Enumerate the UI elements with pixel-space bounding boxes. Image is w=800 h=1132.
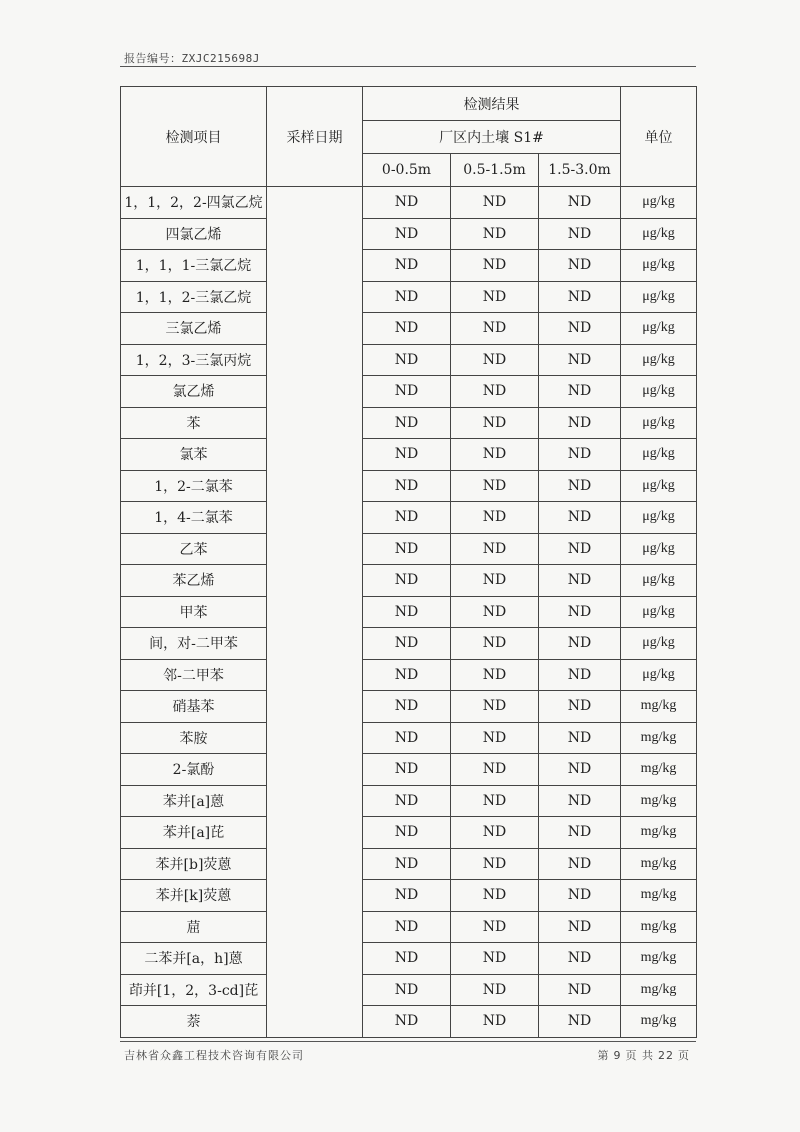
- cell-unit: mg/kg: [621, 754, 697, 786]
- cell-result-depth-2: ND: [451, 250, 539, 282]
- header-location: 厂区内土壤 S1#: [363, 121, 621, 154]
- cell-result-depth-1: ND: [363, 722, 451, 754]
- cell-unit: μg/kg: [621, 565, 697, 597]
- cell-result-depth-2: ND: [451, 880, 539, 912]
- cell-result-depth-1: ND: [363, 470, 451, 502]
- cell-result-depth-1: ND: [363, 817, 451, 849]
- header-results: 检测结果: [363, 87, 621, 121]
- cell-result-depth-2: ND: [451, 407, 539, 439]
- table-row: [121, 911, 697, 943]
- table-row: [121, 817, 697, 849]
- cell-result-depth-2: ND: [451, 281, 539, 313]
- cell-item: 三氯乙烯: [121, 313, 267, 345]
- page-mid: 页 共: [625, 1049, 654, 1062]
- cell-unit: μg/kg: [621, 533, 697, 565]
- page-current: 9: [613, 1049, 622, 1062]
- page-suffix: 页: [678, 1049, 690, 1062]
- cell-result-depth-2: ND: [451, 943, 539, 975]
- cell-result-depth-1: ND: [363, 439, 451, 471]
- cell-item: 萘: [121, 1006, 267, 1038]
- cell-unit: mg/kg: [621, 722, 697, 754]
- header-depth-2: 0.5-1.5m: [451, 154, 539, 187]
- cell-item: 茚并[1，2，3-cd]芘: [121, 974, 267, 1006]
- table-row: [121, 470, 697, 502]
- cell-result-depth-1: ND: [363, 659, 451, 691]
- table-row: [121, 691, 697, 723]
- cell-result-depth-3: ND: [539, 376, 621, 408]
- table-row: [121, 974, 697, 1006]
- table-row: [121, 502, 697, 534]
- cell-item: 1，4-二氯苯: [121, 502, 267, 534]
- table-row: [121, 218, 697, 250]
- cell-item: 四氯乙烯: [121, 218, 267, 250]
- cell-result-depth-2: ND: [451, 565, 539, 597]
- cell-result-depth-3: ND: [539, 439, 621, 471]
- cell-result-depth-1: ND: [363, 281, 451, 313]
- cell-result-depth-3: ND: [539, 407, 621, 439]
- table-row: [121, 281, 697, 313]
- header-depth-1: 0-0.5m: [363, 154, 451, 187]
- cell-result-depth-2: ND: [451, 659, 539, 691]
- cell-item: 苯胺: [121, 722, 267, 754]
- cell-unit: μg/kg: [621, 313, 697, 345]
- cell-result-depth-2: ND: [451, 691, 539, 723]
- cell-unit: mg/kg: [621, 911, 697, 943]
- cell-result-depth-2: ND: [451, 785, 539, 817]
- table-row: [121, 659, 697, 691]
- cell-result-depth-1: ND: [363, 974, 451, 1006]
- cell-unit: μg/kg: [621, 376, 697, 408]
- cell-unit: μg/kg: [621, 281, 697, 313]
- table-row: [121, 596, 697, 628]
- cell-unit: mg/kg: [621, 691, 697, 723]
- cell-result-depth-3: ND: [539, 691, 621, 723]
- cell-result-depth-1: ND: [363, 376, 451, 408]
- cell-result-depth-1: ND: [363, 344, 451, 376]
- cell-result-depth-3: ND: [539, 502, 621, 534]
- cell-result-depth-3: ND: [539, 313, 621, 345]
- cell-result-depth-3: ND: [539, 722, 621, 754]
- page-prefix: 第: [597, 1049, 610, 1062]
- table-row: [121, 785, 697, 817]
- cell-result-depth-2: ND: [451, 218, 539, 250]
- cell-result-depth-3: ND: [539, 470, 621, 502]
- cell-item: 二苯并[a，h]蒽: [121, 943, 267, 975]
- cell-result-depth-2: ND: [451, 376, 539, 408]
- page-total: 22: [658, 1049, 674, 1062]
- cell-unit: mg/kg: [621, 943, 697, 975]
- cell-result-depth-3: ND: [539, 628, 621, 660]
- cell-item: 苯乙烯: [121, 565, 267, 597]
- table-row: [121, 754, 697, 786]
- table-body: [121, 187, 697, 1038]
- cell-unit: mg/kg: [621, 880, 697, 912]
- cell-unit: μg/kg: [621, 218, 697, 250]
- cell-item: 苯: [121, 407, 267, 439]
- cell-result-depth-1: ND: [363, 250, 451, 282]
- cell-unit: μg/kg: [621, 659, 697, 691]
- cell-result-depth-3: ND: [539, 281, 621, 313]
- table-row: [121, 313, 697, 345]
- cell-result-depth-3: ND: [539, 785, 621, 817]
- table-row: [121, 250, 697, 282]
- cell-result-depth-2: ND: [451, 596, 539, 628]
- cell-result-depth-1: ND: [363, 691, 451, 723]
- cell-unit: μg/kg: [621, 470, 697, 502]
- cell-result-depth-1: ND: [363, 565, 451, 597]
- cell-result-depth-3: ND: [539, 1006, 621, 1038]
- cell-result-depth-3: ND: [539, 943, 621, 975]
- cell-result-depth-1: ND: [363, 880, 451, 912]
- cell-unit: μg/kg: [621, 439, 697, 471]
- cell-unit: μg/kg: [621, 250, 697, 282]
- cell-unit: μg/kg: [621, 187, 697, 219]
- table-row: [121, 439, 697, 471]
- cell-result-depth-2: ND: [451, 439, 539, 471]
- cell-item: 氯乙烯: [121, 376, 267, 408]
- cell-result-depth-1: ND: [363, 848, 451, 880]
- header-depth-3: 1.5-3.0m: [539, 154, 621, 187]
- cell-result-depth-1: ND: [363, 218, 451, 250]
- table-row: [121, 1006, 697, 1038]
- table-row: [121, 880, 697, 912]
- cell-sampling-date: [267, 187, 363, 1038]
- cell-unit: μg/kg: [621, 344, 697, 376]
- cell-unit: mg/kg: [621, 1006, 697, 1038]
- cell-item: 氯苯: [121, 439, 267, 471]
- footer-divider: [120, 1041, 696, 1042]
- cell-item: 1，1，2-三氯乙烷: [121, 281, 267, 313]
- cell-item: 1，1，1-三氯乙烷: [121, 250, 267, 282]
- table-row: [121, 722, 697, 754]
- cell-item: 硝基苯: [121, 691, 267, 723]
- table-row: [121, 628, 697, 660]
- table-row: [121, 848, 697, 880]
- cell-result-depth-2: ND: [451, 502, 539, 534]
- cell-result-depth-1: ND: [363, 407, 451, 439]
- cell-result-depth-1: ND: [363, 911, 451, 943]
- cell-item: 间，对-二甲苯: [121, 628, 267, 660]
- cell-result-depth-3: ND: [539, 218, 621, 250]
- cell-item: 1，2，3-三氯丙烷: [121, 344, 267, 376]
- cell-result-depth-1: ND: [363, 1006, 451, 1038]
- cell-result-depth-3: ND: [539, 974, 621, 1006]
- cell-unit: mg/kg: [621, 785, 697, 817]
- cell-result-depth-3: ND: [539, 596, 621, 628]
- cell-item: 苯并[b]荧蒽: [121, 848, 267, 880]
- cell-result-depth-1: ND: [363, 502, 451, 534]
- cell-result-depth-2: ND: [451, 533, 539, 565]
- cell-result-depth-3: ND: [539, 817, 621, 849]
- header-item: 检测项目: [121, 87, 267, 187]
- cell-result-depth-3: ND: [539, 344, 621, 376]
- cell-unit: μg/kg: [621, 628, 697, 660]
- cell-result-depth-2: ND: [451, 1006, 539, 1038]
- cell-item: 2-氯酚: [121, 754, 267, 786]
- cell-result-depth-2: ND: [451, 848, 539, 880]
- cell-unit: mg/kg: [621, 848, 697, 880]
- cell-result-depth-1: ND: [363, 533, 451, 565]
- table-row: [121, 344, 697, 376]
- cell-result-depth-2: ND: [451, 344, 539, 376]
- cell-result-depth-2: ND: [451, 470, 539, 502]
- table-row: [121, 187, 697, 219]
- table-row: [121, 943, 697, 975]
- cell-item: 苯并[a]蒽: [121, 785, 267, 817]
- cell-result-depth-1: ND: [363, 628, 451, 660]
- cell-result-depth-2: ND: [451, 974, 539, 1006]
- cell-item: 甲苯: [121, 596, 267, 628]
- table-row: [121, 533, 697, 565]
- report-number: 报告编号：ZXJC215698J: [124, 52, 260, 65]
- cell-result-depth-1: ND: [363, 785, 451, 817]
- cell-result-depth-2: ND: [451, 722, 539, 754]
- cell-unit: mg/kg: [621, 974, 697, 1006]
- cell-result-depth-3: ND: [539, 250, 621, 282]
- cell-unit: μg/kg: [621, 502, 697, 534]
- cell-item: 䓛: [121, 911, 267, 943]
- cell-unit: mg/kg: [621, 817, 697, 849]
- cell-item: 苯并[k]荧蒽: [121, 880, 267, 912]
- table-row: [121, 376, 697, 408]
- cell-result-depth-3: ND: [539, 911, 621, 943]
- cell-result-depth-3: ND: [539, 533, 621, 565]
- footer-company: 吉林省众鑫工程技术咨询有限公司: [124, 1049, 304, 1062]
- cell-result-depth-2: ND: [451, 817, 539, 849]
- cell-result-depth-2: ND: [451, 187, 539, 219]
- cell-item: 1，1，2，2-四氯乙烷: [121, 187, 267, 219]
- table-row: [121, 565, 697, 597]
- cell-result-depth-1: ND: [363, 596, 451, 628]
- cell-unit: μg/kg: [621, 407, 697, 439]
- page-indicator: [596, 1047, 693, 1063]
- cell-result-depth-1: ND: [363, 943, 451, 975]
- cell-item: 1，2-二氯苯: [121, 470, 267, 502]
- table-row: [121, 407, 697, 439]
- cell-result-depth-3: ND: [539, 848, 621, 880]
- cell-result-depth-3: ND: [539, 187, 621, 219]
- cell-item: 苯并[a]芘: [121, 817, 267, 849]
- cell-result-depth-2: ND: [451, 628, 539, 660]
- header-divider: [120, 66, 696, 67]
- results-table: [120, 86, 697, 1038]
- cell-result-depth-3: ND: [539, 754, 621, 786]
- cell-unit: μg/kg: [621, 596, 697, 628]
- cell-result-depth-2: ND: [451, 754, 539, 786]
- cell-result-depth-3: ND: [539, 565, 621, 597]
- cell-result-depth-1: ND: [363, 187, 451, 219]
- header-sampling-date: 采样日期: [267, 87, 363, 187]
- cell-result-depth-2: ND: [451, 911, 539, 943]
- cell-result-depth-3: ND: [539, 659, 621, 691]
- cell-item: 乙苯: [121, 533, 267, 565]
- cell-result-depth-3: ND: [539, 880, 621, 912]
- header-unit: 单位: [621, 87, 697, 187]
- cell-item: 邻-二甲苯: [121, 659, 267, 691]
- cell-result-depth-1: ND: [363, 313, 451, 345]
- cell-result-depth-2: ND: [451, 313, 539, 345]
- cell-result-depth-1: ND: [363, 754, 451, 786]
